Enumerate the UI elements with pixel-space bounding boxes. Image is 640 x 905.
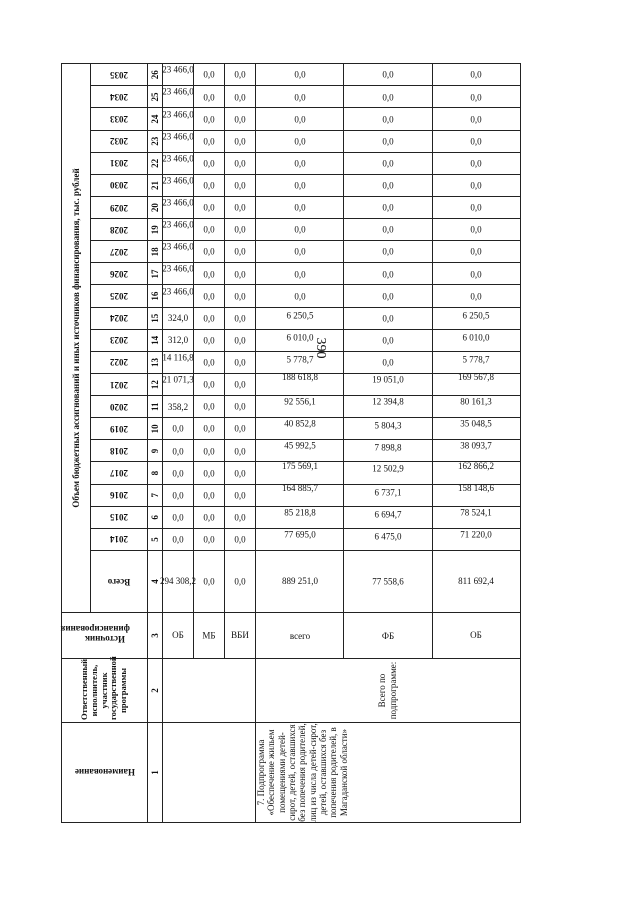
- value-cell: 175 569,1: [255, 462, 343, 484]
- value-cell: 0,0: [224, 374, 255, 396]
- value-cell: 5 778,7: [432, 351, 520, 373]
- value-cell: 6 737,1: [344, 484, 432, 506]
- source-cell: всего: [255, 613, 343, 659]
- value-cell: 0,0: [432, 263, 520, 285]
- table-row: [255, 64, 343, 823]
- value-cell: 0,0: [255, 130, 343, 152]
- value-cell: 6 250,5: [432, 307, 520, 329]
- column-number: 18: [148, 241, 163, 263]
- value-cell: 0,0: [193, 528, 224, 550]
- value-cell: 23 466,0: [163, 108, 194, 130]
- value-cell: 0,0: [224, 528, 255, 550]
- value-cell: 0,0: [193, 396, 224, 418]
- value-cell: 0,0: [193, 263, 224, 285]
- value-cell: 0,0: [255, 197, 343, 219]
- value-cell: 0,0: [193, 462, 224, 484]
- column-number: 21: [148, 174, 163, 196]
- value-cell: 0,0: [163, 484, 194, 506]
- total-cell: 77 558,6: [344, 551, 432, 613]
- header-year: 2017: [91, 462, 148, 484]
- value-cell: 0,0: [255, 285, 343, 307]
- value-cell: 0,0: [255, 174, 343, 196]
- column-number: 24: [148, 108, 163, 130]
- value-cell: 71 220,0: [432, 528, 520, 550]
- value-cell: 0,0: [224, 130, 255, 152]
- value-cell: 0,0: [224, 152, 255, 174]
- value-cell: 0,0: [224, 418, 255, 440]
- total-cell: 0,0: [224, 551, 255, 613]
- column-number: 20: [148, 197, 163, 219]
- value-cell: 0,0: [163, 418, 194, 440]
- header-year: 2026: [91, 263, 148, 285]
- value-cell: 0,0: [193, 418, 224, 440]
- value-cell: 92 556,1: [255, 396, 343, 418]
- column-number: 19: [148, 219, 163, 241]
- value-cell: 188 618,8: [255, 374, 343, 396]
- value-cell: 0,0: [432, 86, 520, 108]
- value-cell: 0,0: [344, 241, 432, 263]
- rotated-table-wrapper: [61, 63, 521, 823]
- header-year: 2029: [91, 197, 148, 219]
- value-cell: 0,0: [255, 64, 343, 86]
- value-cell: 0,0: [432, 241, 520, 263]
- value-cell: 0,0: [432, 219, 520, 241]
- header-year: 2024: [91, 307, 148, 329]
- value-cell: 0,0: [432, 152, 520, 174]
- value-cell: 0,0: [432, 108, 520, 130]
- header-year: 2023: [91, 329, 148, 351]
- value-cell: 0,0: [255, 86, 343, 108]
- value-cell: 0,0: [163, 506, 194, 528]
- value-cell: 0,0: [255, 263, 343, 285]
- value-cell: 0,0: [193, 219, 224, 241]
- header-year: 2027: [91, 241, 148, 263]
- value-cell: 23 466,0: [163, 152, 194, 174]
- value-cell: 0,0: [224, 108, 255, 130]
- value-cell: 0,0: [432, 174, 520, 196]
- header-year: 2028: [91, 219, 148, 241]
- header-budget-group: Объем бюджетных ассигнований и иных источников финансирования, тыс. рублей: [62, 64, 91, 613]
- value-cell: 0,0: [224, 329, 255, 351]
- column-number: 2: [148, 659, 163, 723]
- value-cell: 5 778,7: [255, 351, 343, 373]
- value-cell: 0,0: [224, 462, 255, 484]
- column-number: 23: [148, 130, 163, 152]
- source-cell: ОБ: [432, 613, 520, 659]
- column-number: 26: [148, 64, 163, 86]
- value-cell: 0,0: [224, 440, 255, 462]
- value-cell: 23 466,0: [163, 241, 194, 263]
- header-year: 2016: [91, 484, 148, 506]
- header-year: 2031: [91, 152, 148, 174]
- value-cell: 0,0: [224, 396, 255, 418]
- value-cell: 0,0: [344, 86, 432, 108]
- value-cell: 0,0: [344, 351, 432, 373]
- value-cell: 0,0: [163, 462, 194, 484]
- value-cell: 0,0: [193, 197, 224, 219]
- value-cell: 6 010,0: [432, 329, 520, 351]
- header-year: 2035: [91, 64, 148, 86]
- value-cell: 0,0: [255, 219, 343, 241]
- header-year: 2033: [91, 108, 148, 130]
- value-cell: 0,0: [193, 307, 224, 329]
- header-name: Наименование: [62, 723, 148, 823]
- column-number: 6: [148, 506, 163, 528]
- header-year: 2018: [91, 440, 148, 462]
- value-cell: 0,0: [224, 307, 255, 329]
- value-cell: 0,0: [163, 528, 194, 550]
- value-cell: 0,0: [344, 174, 432, 196]
- value-cell: 0,0: [193, 285, 224, 307]
- value-cell: 77 695,0: [255, 528, 343, 550]
- value-cell: 0,0: [255, 241, 343, 263]
- budget-table: [61, 63, 521, 823]
- value-cell: 0,0: [344, 307, 432, 329]
- value-cell: 0,0: [344, 219, 432, 241]
- value-cell: 14 116,8: [163, 351, 194, 373]
- value-cell: 6 694,7: [344, 506, 432, 528]
- value-cell: 19 051,0: [344, 374, 432, 396]
- value-cell: 0,0: [163, 440, 194, 462]
- total-cell: 294 308,2: [163, 551, 194, 613]
- value-cell: 0,0: [344, 64, 432, 86]
- column-number: 13: [148, 351, 163, 373]
- value-cell: 169 567,8: [432, 374, 520, 396]
- value-cell: 0,0: [193, 440, 224, 462]
- header-executor: Ответственный исполнитель, участник государственной программы: [62, 659, 148, 723]
- header-year: 2034: [91, 86, 148, 108]
- value-cell: 12 394,8: [344, 396, 432, 418]
- header-year: 2020: [91, 396, 148, 418]
- value-cell: 0,0: [193, 374, 224, 396]
- column-number: 11: [148, 396, 163, 418]
- column-number: 4: [148, 551, 163, 613]
- value-cell: 23 466,0: [163, 86, 194, 108]
- value-cell: 0,0: [344, 329, 432, 351]
- column-number: 8: [148, 462, 163, 484]
- value-cell: 78 524,1: [432, 506, 520, 528]
- value-cell: 6 010,0: [255, 329, 343, 351]
- value-cell: 0,0: [224, 506, 255, 528]
- value-cell: 0,0: [255, 152, 343, 174]
- value-cell: 0,0: [224, 263, 255, 285]
- value-cell: 38 093,7: [432, 440, 520, 462]
- value-cell: 0,0: [224, 351, 255, 373]
- value-cell: 158 148,6: [432, 484, 520, 506]
- value-cell: 0,0: [193, 152, 224, 174]
- value-cell: 0,0: [432, 285, 520, 307]
- value-cell: 23 466,0: [163, 263, 194, 285]
- executor-cell-empty: [163, 659, 256, 723]
- value-cell: 0,0: [224, 484, 255, 506]
- value-cell: 0,0: [344, 263, 432, 285]
- value-cell: 0,0: [344, 130, 432, 152]
- value-cell: 0,0: [193, 64, 224, 86]
- value-cell: 0,0: [224, 64, 255, 86]
- column-number: 10: [148, 418, 163, 440]
- header-year: 2015: [91, 506, 148, 528]
- source-cell: ВБИ: [224, 613, 255, 659]
- value-cell: 0,0: [224, 197, 255, 219]
- value-cell: 0,0: [193, 506, 224, 528]
- value-cell: 0,0: [224, 219, 255, 241]
- source-cell: ФБ: [344, 613, 432, 659]
- value-cell: 0,0: [193, 130, 224, 152]
- header-year: 2030: [91, 174, 148, 196]
- value-cell: 0,0: [224, 285, 255, 307]
- header-year: 2022: [91, 351, 148, 373]
- value-cell: 12 502,9: [344, 462, 432, 484]
- header-year: 2032: [91, 130, 148, 152]
- column-number: 22: [148, 152, 163, 174]
- name-cell-empty: [163, 723, 256, 823]
- value-cell: 312,0: [163, 329, 194, 351]
- column-number: 25: [148, 86, 163, 108]
- value-cell: 358,2: [163, 396, 194, 418]
- value-cell: 23 466,0: [163, 130, 194, 152]
- value-cell: 0,0: [193, 241, 224, 263]
- value-cell: 6 250,5: [255, 307, 343, 329]
- source-cell: МБ: [193, 613, 224, 659]
- column-number: 9: [148, 440, 163, 462]
- value-cell: 0,0: [193, 351, 224, 373]
- column-number: 5: [148, 528, 163, 550]
- value-cell: 6 475,0: [344, 528, 432, 550]
- subprogram-name: 7. Подпрограмма «Обеспечение жильем помещениями детей-сирот, детей, оставшихся без попечения родителей, лиц из числа детей-сирот, детей, оставшихся без попечения родителей, в Магаданской области»: [255, 723, 520, 823]
- source-cell: ОБ: [163, 613, 194, 659]
- value-cell: 45 992,5: [255, 440, 343, 462]
- value-cell: 80 161,3: [432, 396, 520, 418]
- value-cell: 40 852,8: [255, 418, 343, 440]
- header-total: Всего: [91, 551, 148, 613]
- total-cell: 889 251,0: [255, 551, 343, 613]
- column-number: 12: [148, 374, 163, 396]
- value-cell: 0,0: [224, 86, 255, 108]
- value-cell: 0,0: [344, 285, 432, 307]
- value-cell: 0,0: [344, 152, 432, 174]
- value-cell: 85 218,8: [255, 506, 343, 528]
- value-cell: 0,0: [193, 329, 224, 351]
- value-cell: 0,0: [344, 108, 432, 130]
- page-number: 390: [313, 337, 328, 359]
- value-cell: 0,0: [193, 86, 224, 108]
- value-cell: 7 898,8: [344, 440, 432, 462]
- column-number: 14: [148, 329, 163, 351]
- column-number: 15: [148, 307, 163, 329]
- value-cell: 0,0: [193, 484, 224, 506]
- value-cell: 23 466,0: [163, 197, 194, 219]
- value-cell: 5 804,3: [344, 418, 432, 440]
- value-cell: 0,0: [255, 108, 343, 130]
- value-cell: 164 885,7: [255, 484, 343, 506]
- header-year: 2014: [91, 528, 148, 550]
- value-cell: 0,0: [224, 174, 255, 196]
- value-cell: 0,0: [432, 197, 520, 219]
- value-cell: 21 071,3: [163, 374, 194, 396]
- header-year: 2019: [91, 418, 148, 440]
- total-cell: 811 692,4: [432, 551, 520, 613]
- header-year: 2021: [91, 374, 148, 396]
- value-cell: 0,0: [432, 64, 520, 86]
- subprogram-executor: Всего по подпрограмме:: [255, 659, 520, 723]
- value-cell: 23 466,0: [163, 174, 194, 196]
- value-cell: 23 466,0: [163, 64, 194, 86]
- header-source: Источник финансирования: [62, 613, 148, 659]
- value-cell: 0,0: [432, 130, 520, 152]
- value-cell: 35 048,5: [432, 418, 520, 440]
- column-number: 7: [148, 484, 163, 506]
- header-year: 2025: [91, 285, 148, 307]
- value-cell: 23 466,0: [163, 219, 194, 241]
- total-cell: 0,0: [193, 551, 224, 613]
- column-number: 3: [148, 613, 163, 659]
- table-row: [163, 64, 194, 823]
- value-cell: 23 466,0: [163, 285, 194, 307]
- value-cell: 0,0: [224, 241, 255, 263]
- value-cell: 0,0: [193, 108, 224, 130]
- column-number: 16: [148, 285, 163, 307]
- value-cell: 324,0: [163, 307, 194, 329]
- value-cell: 0,0: [193, 174, 224, 196]
- value-cell: 0,0: [344, 197, 432, 219]
- value-cell: 162 866,2: [432, 462, 520, 484]
- column-number: 17: [148, 263, 163, 285]
- column-number: 1: [148, 723, 163, 823]
